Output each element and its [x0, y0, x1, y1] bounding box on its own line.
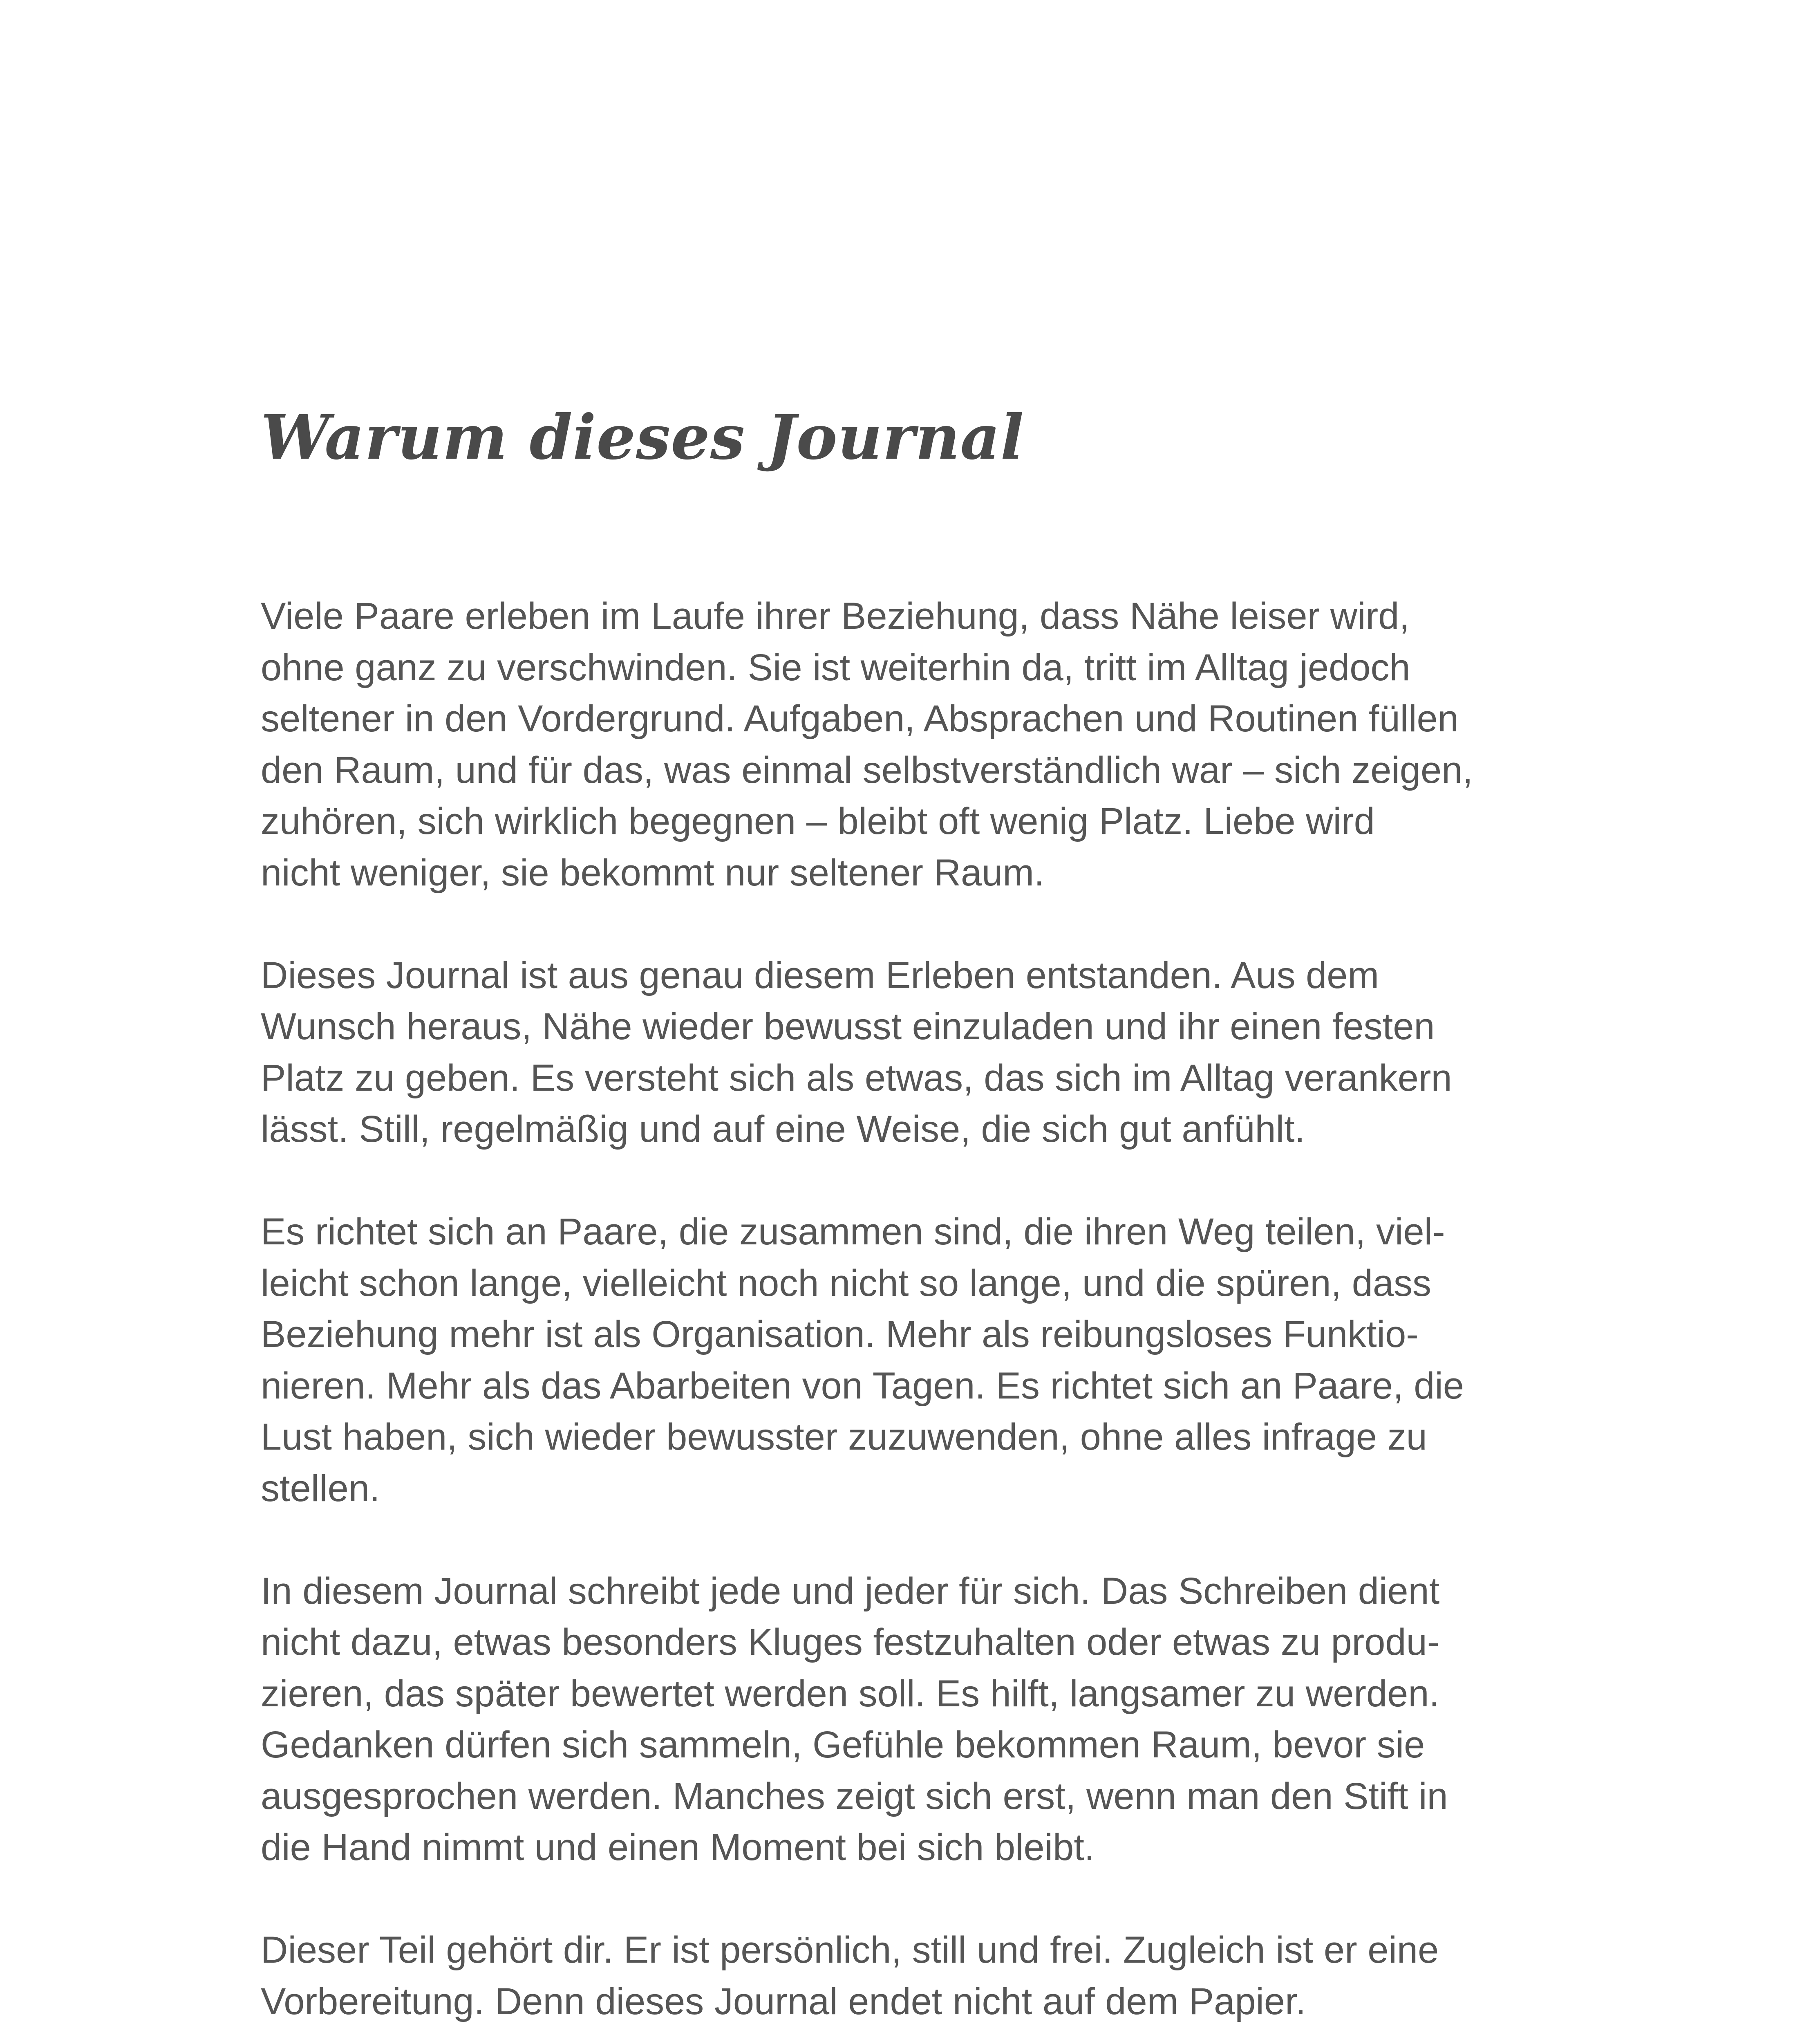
text-line: Dieses Journal ist aus genau diesem Erleben entstanden. Aus dem	[261, 954, 1379, 996]
paragraph-5	[261, 1925, 1593, 2027]
text-line: seltener in den Vordergrund. Aufgaben, Absprachen und Routinen füllen	[261, 698, 1459, 740]
text-line: Es richtet sich an Paare, die zusammen sind, die ihren Weg teilen, viel-	[261, 1211, 1445, 1253]
paragraph-2	[261, 950, 1593, 1155]
body-text	[261, 591, 1593, 2027]
text-line: Lust haben, sich wieder bewusster zuzuwenden, ohne alles infrage zu	[261, 1416, 1427, 1458]
text-line: Beziehung mehr ist als Organisation. Mehr als reibungsloses Funktio-	[261, 1313, 1419, 1355]
page-title: Warum dieses Journal	[261, 401, 1024, 473]
text-line: zieren, das später bewertet werden soll. Es hilft, langsamer zu werden.	[261, 1672, 1440, 1715]
text-line: Platz zu geben. Es versteht sich als etwas, das sich im Alltag verankern	[261, 1057, 1452, 1099]
text-line: leicht schon lange, vielleicht noch nicht so lange, und die spüren, dass	[261, 1262, 1432, 1304]
text-line: nicht dazu, etwas besonders Kluges festzuhalten oder etwas zu produ-	[261, 1621, 1440, 1663]
text-line: nieren. Mehr als das Abarbeiten von Tagen. Es richtet sich an Paare, die	[261, 1365, 1464, 1407]
text-line: In diesem Journal schreibt jede und jeder für sich. Das Schreiben dient	[261, 1570, 1440, 1612]
text-line: Wunsch heraus, Nähe wieder bewusst einzuladen und ihr einen festen	[261, 1006, 1435, 1047]
text-line: Gedanken dürfen sich sammeln, Gefühle bekommen Raum, bevor sie	[261, 1724, 1425, 1766]
text-line: die Hand nimmt und einen Moment bei sich bleibt.	[261, 1827, 1095, 1868]
paragraph-3	[261, 1206, 1593, 1514]
text-line: stellen.	[261, 1467, 380, 1509]
text-line: lässt. Still, regelmäßig und auf eine Weise, die sich gut anfühlt.	[261, 1108, 1305, 1150]
text-line: Vorbereitung. Denn dieses Journal endet nicht auf dem Papier.	[261, 1980, 1306, 2022]
paragraph-4	[261, 1566, 1593, 1874]
text-line: nicht weniger, sie bekommt nur seltener Raum.	[261, 852, 1045, 894]
paragraph-1	[261, 591, 1593, 899]
text-line: Dieser Teil gehört dir. Er ist persönlich, still und frei. Zugleich ist er eine	[261, 1929, 1439, 1971]
text-line: ohne ganz zu verschwinden. Sie ist weiterhin da, tritt im Alltag jedoch	[261, 646, 1410, 688]
text-line: ausgesprochen werden. Manches zeigt sich erst, wenn man den Stift in	[261, 1775, 1448, 1817]
text-line: zuhören, sich wirklich begegnen – bleibt oft wenig Platz. Liebe wird	[261, 800, 1375, 842]
text-line: Viele Paare erleben im Laufe ihrer Beziehung, dass Nähe leiser wird,	[261, 595, 1410, 637]
text-line: den Raum, und für das, was einmal selbstverständlich war – sich zeigen,	[261, 749, 1473, 791]
